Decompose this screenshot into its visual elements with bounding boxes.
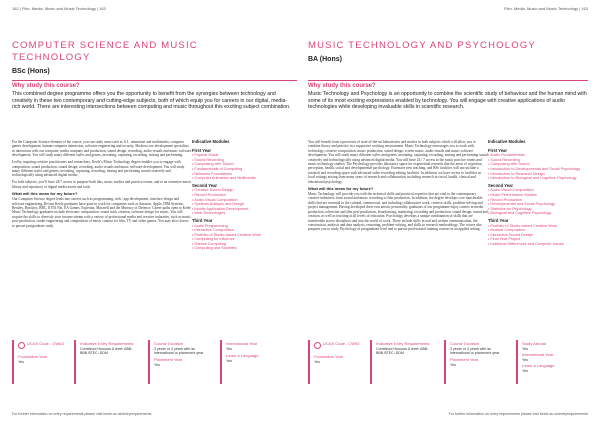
- left-divider: [12, 80, 297, 81]
- body-paragraph: Led by inspiring creative practitioners and researchers, Keele’s Music Technology degree enables you to engage with composition, sound production, sound design, recording, audio visuals and music software development. You will study many different styles and genres, inventing, capturing, recording, mixing and performing sound creatively and technologically using advanced digital media.: [12, 160, 185, 178]
- left-career-heading: What will this mean for my future?: [12, 190, 78, 196]
- module-item: • Games Computing: [192, 242, 292, 247]
- info-value: Yes: [522, 357, 528, 362]
- info-value: 3 years or 4 years with an international or placement year: [450, 346, 500, 356]
- info-bar: [74, 340, 76, 384]
- modules-heading: Indicative Modules: [192, 139, 230, 144]
- info-bar: [148, 340, 150, 384]
- info-bar: [516, 340, 518, 384]
- module-item: • Portfolio of Studio-based Creative Work: [488, 224, 588, 229]
- right-divider: [308, 80, 588, 81]
- info-bar: [444, 340, 446, 384]
- left-career-text: Our Computer Science degree leads into careers such as programming, web / app development, interface design and software engineering. Recent Keele graduates have gone to work for companies such as Amazon, Apple, IBM Systems, Bentley, Barclays, BBC, IOTA Net, EA Games, Experian, Maxwell and the Ministry of Defence. Career paths open to Keele Music Technology graduates include electronic composition, sound track creation, software design for music. You will acquire the skills to diversify your income stream with a variety of professional media and creative industries, such as music, post-production, studio engineering and composition of music content for film, TV and video games. You may also choose to pursue postgraduate study.: [12, 197, 192, 228]
- left-award: BSc (Hons): [12, 68, 50, 75]
- info-label: Indicative Entry Requirements: [376, 341, 430, 346]
- info-value: Yes: [226, 346, 232, 351]
- right-body: [308, 140, 488, 234]
- info-value: Yes: [522, 368, 528, 373]
- module-item: • Introduction to Developmental and Social Psychology: [488, 167, 588, 172]
- info-label: International Year: [522, 352, 554, 358]
- info-entry: [80, 342, 135, 355]
- module-year: First Year: [488, 147, 508, 153]
- info-label: Placement Year: [450, 357, 479, 363]
- running-head-left: 162 | Film, Media, Music and Music Technology | 163: [12, 6, 106, 11]
- body-paragraph: You will benefit from a provision of state-of-the-art laboratories and studios in both subjects which will allow you to combine theory and practice in a supportive working environment. Music Technology encourages you to work with technology, creative composition, music production, sound design, screen music, audio visuals and music software development. You will study many different styles and genres, inventing, capturing, recording, mixing and performing sound creatively and technologically using advanced digital media. You will have 24 / 7 access to the music practice rooms and music technology studios. The Psychology provides laboratory space for experiential research that the areas of cognition, perception, health, social and developmental psychology. Extensive new teaching, and BSc facilities will use include a research and recording space with advanced video recording editing facilities. In addition, we have access to facilities in local settings arising from many years of research and collaboration, including research in social, health, clinical and educational psychology.: [308, 140, 488, 184]
- info-value: Yes: [18, 359, 24, 364]
- module-item: • Audio Programming: [192, 224, 292, 229]
- title-line: COMPUTER SCIENCE AND MUSIC: [12, 40, 198, 51]
- info-duration: [154, 342, 214, 367]
- info-value: Yes: [154, 363, 160, 368]
- info-label: UCAS Code - GW63: [27, 341, 64, 346]
- info-value: Yes: [450, 363, 456, 368]
- module-item: • Biological and Cognitive Psychology: [488, 211, 588, 216]
- module-year: Second Year: [488, 182, 514, 188]
- module-item: • Individual Differences and Computer Issues: [488, 242, 588, 247]
- module-item: • Introduction to Biological and Cognitive Psychology: [488, 176, 588, 181]
- module-item: • Introduction to Research Design: [488, 172, 588, 177]
- info-label: UCAS Code - CW93: [323, 341, 360, 346]
- module-item: • Systems Analysis and Design: [192, 202, 292, 207]
- info-value: 3 years or 4 years with an international or placement year: [154, 346, 204, 356]
- module-item: • Fundamentals of Computing: [192, 167, 292, 172]
- modules-heading: Indicative Modules: [488, 139, 526, 144]
- module-year: Second Year: [192, 182, 218, 188]
- module-year: First Year: [192, 147, 212, 153]
- ucas-icon: [18, 342, 25, 349]
- right-career-heading: What will this mean for my future?: [308, 185, 374, 191]
- info-bar: [220, 340, 222, 384]
- module-year: Third Year: [488, 217, 509, 223]
- module-item: • Portfolio of Studio-based Creative Work: [192, 233, 292, 238]
- info-label: Placement Year: [154, 357, 183, 363]
- module-item: • Interactive Sound Design: [488, 233, 588, 238]
- info-abroad: [522, 342, 588, 373]
- body-paragraph: For both subjects, you’ll have 24/7 access to purpose-built labs, music studios and practice rooms, and to an extensive music library and repository of digital media assets and tools.: [12, 180, 192, 189]
- body-paragraph: For the Computer Science element of the course, you can study areas such as A.I., animation and multimedia, computer games development, human-computer interaction, software engineering and security. Modern core development specialists in interaction with our computer, media company and production, sound design, recording, audio visuals and music software development. You will study many different styles and genres, inventing, capturing, recording, mixing and performing.: [12, 140, 192, 158]
- right-career-text: Music Technology will provide you with the technical skills and practical expertise that are vital to the contemporary creative industries, from sound and music recording to film production. In addition, the degree develops core transferable skills that are essential to the cultural, commercial, and including collaborative work, creative skills, problem-solving and project management. Having developed their own artistic personality, graduates of our programme enjoy careers in media production, television and film post-production, broadcasting, marketing, recording and production, sound design, sound and creation, as well as teaching at all levels of education. Psychology develops a unique combination of skills that are transferable across disciplines and into the world of work. These include skills in oral and written communication, the construction, analysis and data analysis, reasoning, problem-solving, and skills in research methodology. The course also prepares you to study Psychology at postgraduate level and to pursue professional training courses in an applied setting.: [308, 192, 488, 232]
- info-label: Study Abroad: [522, 341, 547, 346]
- module-item: • Composing with Sound: [192, 162, 292, 167]
- info-bar: [12, 340, 14, 384]
- info-label: Course Duration: [450, 341, 480, 346]
- left-body: [12, 140, 192, 231]
- module-item: • Record Production: [488, 198, 588, 203]
- title-line: TECHNOLOGY: [12, 51, 91, 63]
- module-item: • Mobile Application Development: [192, 207, 292, 212]
- module-item: • Statistics for Psychology: [488, 207, 588, 212]
- left-footer: For further information on entry requirements please visit keele.ac.uk/entryrequirements: [12, 412, 152, 416]
- module-item: • Popular Music: [192, 153, 292, 158]
- left-why-text: This combined degree programme offers you the opportunity to benefit from the synergies between technology and creativity in these two contemporary and cutting-edge subjects, both of which equip you for careers in our digital, media-rich world. There are interesting intersections between computing and music throughout this exciting subject combination.: [12, 91, 291, 111]
- left-modules: [192, 140, 292, 254]
- module-item: • Web Technologies: [192, 211, 292, 216]
- right-why-text: Music Technology and Psychology is an opportunity to combine the scientific study of behaviour and the human mind with some of its most exciting expressions enabled by technology. You will engage with creative applications of audio technologies while developing invaluable skills in scientific research.: [308, 91, 587, 111]
- info-label: Learn a Language: [522, 363, 555, 369]
- left-course-title: [12, 40, 292, 63]
- right-footer: For further information on entry requirements please visit keele.ac.uk/entryrequirements: [448, 412, 588, 416]
- module-item: • Audio-Visual Composition: [192, 198, 292, 203]
- module-item: • Computer Animation and Multimedia: [192, 176, 292, 181]
- info-value: Combined Honours A level: ABB-BBB BTEC: DDM: [376, 346, 429, 356]
- info-ucas: [314, 342, 364, 364]
- module-item: • Audio-Visual Composition: [488, 188, 588, 193]
- info-label: International Year: [226, 341, 258, 346]
- right-course-title: [308, 40, 588, 52]
- module-item: • Musical Composition: [488, 228, 588, 233]
- info-value: Yes: [522, 346, 528, 351]
- module-item: • Audio Fundamentals: [488, 153, 588, 158]
- info-duration: [450, 342, 510, 367]
- running-head-right: Film, Media, Music and Music Technology | 163: [504, 6, 588, 11]
- info-bar: [308, 340, 310, 384]
- module-item: • Sound Recording: [192, 158, 292, 163]
- info-label: Course Duration: [154, 341, 184, 346]
- module-item: • Music Performance Studies: [488, 193, 588, 198]
- module-item: • Final Year Project: [488, 237, 588, 242]
- module-item: • Computing for Influence: [192, 237, 292, 242]
- right-modules: [488, 140, 588, 249]
- module-item: • Sound Recording: [488, 158, 588, 163]
- info-value: Combined Honours A level: ABB-BBB BTEC: DDM: [80, 346, 133, 356]
- info-label: Foundation Year: [18, 354, 48, 359]
- right-award: BA (Hons): [308, 56, 342, 63]
- info-label: Learn a Language: [226, 353, 259, 359]
- module-year: Third Year: [192, 217, 213, 223]
- right-why-heading: Why study this course?: [308, 83, 376, 89]
- title-line: MUSIC TECHNOLOGY AND PSYCHOLOGY: [308, 40, 536, 51]
- info-entry: [376, 342, 431, 355]
- module-item: • Developmental and Social Psychology: [488, 202, 588, 207]
- info-label: Foundation Year: [314, 354, 344, 359]
- info-bar: [370, 340, 372, 384]
- module-item: • Creative Sound Design: [192, 188, 292, 193]
- ucas-icon: [314, 342, 321, 349]
- info-ucas: [18, 342, 68, 364]
- module-item: • Computing and Societies: [192, 246, 292, 251]
- module-item: • Networks Foundations: [192, 172, 292, 177]
- info-international: [226, 342, 286, 363]
- info-value: Yes: [314, 359, 320, 364]
- left-why-heading: Why study this course?: [12, 83, 80, 89]
- info-label: Indicative Entry Requirements: [80, 341, 134, 346]
- info-value: Yes: [226, 358, 232, 363]
- module-item: • Record Production: [192, 193, 292, 198]
- module-item: • Interactive Composition: [192, 228, 292, 233]
- module-item: • Composing with Sound: [488, 162, 588, 167]
